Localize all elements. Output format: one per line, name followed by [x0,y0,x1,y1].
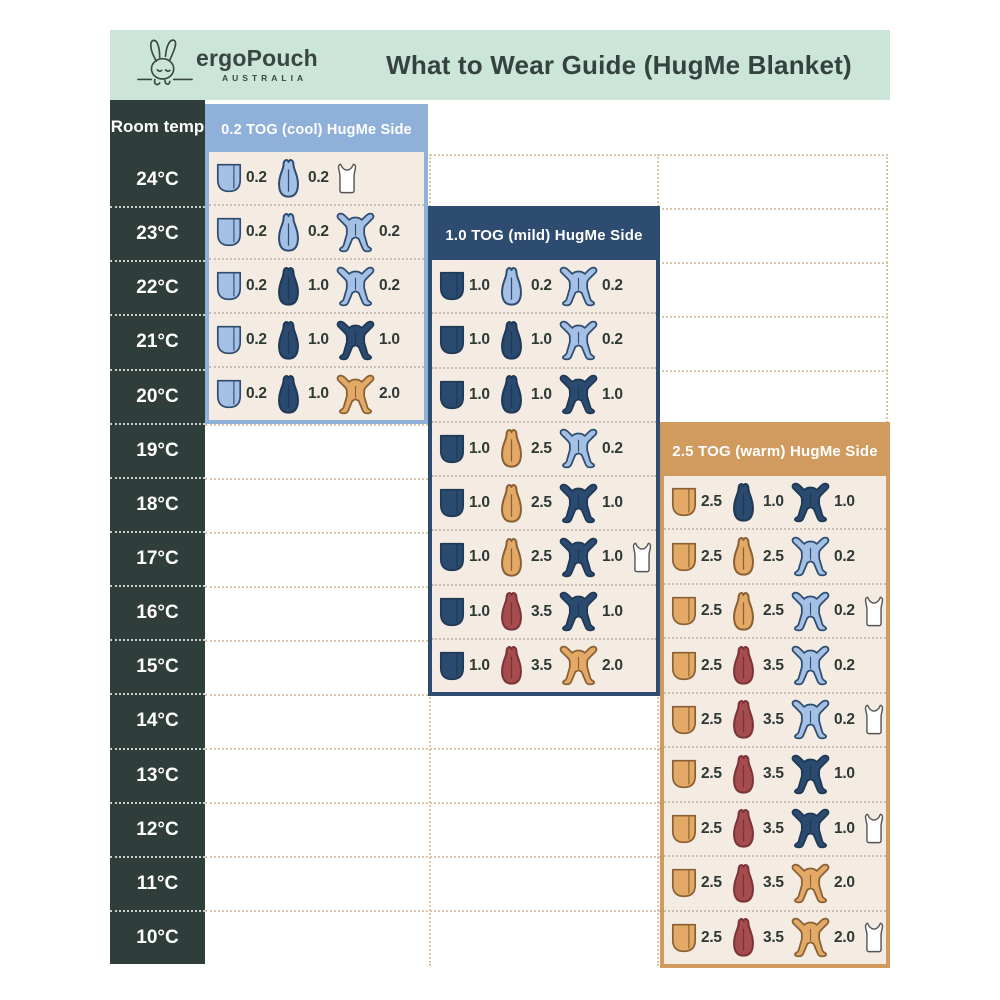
tog-value: 2.0 [834,928,855,946]
page-title: What to Wear Guide (HugMe Blanket) [386,49,852,80]
bag-slot [272,318,335,363]
sleep-bag-icon [727,697,760,742]
onesie-slot [558,320,630,361]
sleep-suit-icon [790,699,831,740]
sleep-bag-icon [727,915,760,960]
hugme-blanket-icon [215,324,243,356]
tog-value: 0.2 [308,169,329,186]
tog-value: 2.5 [531,439,552,457]
tog-value: 2.0 [602,656,623,674]
bag-slot [272,372,335,417]
blanket-slot [215,270,272,302]
sleep-suit-icon [790,808,831,849]
sleep-bag-icon [727,806,760,851]
guide-row [432,312,656,366]
panel-title-warm: 2.5 TOG (warm) HugMe Side [664,426,886,476]
guide-row [432,367,656,421]
tog-value: 0.2 [246,385,267,402]
singlet-slot [862,595,888,628]
tog-value: 1.0 [834,765,855,783]
tog-value: 0.2 [246,277,267,294]
guide-row [664,583,886,637]
temp-cell: 10°C [110,910,205,964]
guide-row [664,476,886,528]
sleep-suit-icon [558,320,599,361]
tog-value: 1.0 [834,819,855,837]
tog-value: 3.5 [763,656,784,674]
blanket-slot [670,758,727,790]
onesie-slot [558,591,630,632]
sleep-suit-icon [558,483,599,524]
sleep-suit-icon [790,536,831,577]
blanket-slot [670,486,727,518]
guide-row [432,638,656,692]
panel-mild-10-tog [428,206,660,696]
blanket-slot [438,650,495,682]
tog-value: 1.0 [469,439,490,457]
tog-value: 0.2 [246,331,267,348]
bag-slot [727,752,790,797]
blanket-slot [438,596,495,628]
temp-cell: 11°C [110,856,205,910]
brand-name: ergoPouch [196,45,318,72]
tog-value: 1.0 [308,385,329,402]
bag-slot [727,643,790,688]
blanket-slot [215,162,272,194]
tog-value: 2.0 [834,874,855,892]
sleep-bag-icon [727,534,760,579]
hugme-blanket-icon [215,162,243,194]
bag-slot [495,426,558,471]
singlet-icon [335,162,359,195]
tog-value: 0.2 [834,602,855,620]
guide-row [432,421,656,475]
onesie-slot [558,266,630,307]
tog-value: 2.5 [763,602,784,620]
hugme-blanket-icon [215,216,243,248]
guide-row [664,528,886,582]
sleep-bag-icon [272,264,305,309]
hugme-blanket-icon [215,378,243,410]
blanket-slot [670,867,727,899]
sleep-bag-icon [495,643,528,688]
tog-value: 2.5 [701,710,722,728]
sleep-bag-icon [727,480,760,525]
tog-value: 1.0 [469,494,490,512]
sleep-suit-icon [790,482,831,523]
tog-value: 3.5 [763,710,784,728]
tog-value: 1.0 [308,277,329,294]
sleep-suit-icon [558,591,599,632]
sleep-suit-icon [558,266,599,307]
tog-value: 1.0 [602,385,623,403]
tog-value: 3.5 [531,602,552,620]
bunny-icon [136,37,194,93]
blanket-slot [438,324,495,356]
bag-slot [727,806,790,851]
panel-body-mild [432,260,656,692]
tog-value: 2.5 [531,548,552,566]
onesie-slot [558,537,630,578]
singlet-icon [862,595,886,628]
temp-cell: 16°C [110,585,205,639]
onesie-slot [558,374,630,415]
tog-value: 1.0 [469,331,490,349]
onesie-slot [335,266,407,307]
tog-value: 3.5 [531,656,552,674]
sleep-suit-icon [558,537,599,578]
ergopouch-logo [136,37,362,93]
tog-value: 1.0 [379,331,400,348]
blanket-slot [215,378,272,410]
tog-value: 2.5 [531,494,552,512]
bag-slot [495,589,558,634]
blanket-slot [438,433,495,465]
singlet-slot [862,921,888,954]
sleep-bag-icon [495,372,528,417]
temp-cell: 23°C [110,206,205,260]
tog-value: 1.0 [469,602,490,620]
tog-value: 1.0 [763,493,784,511]
bag-slot [495,372,558,417]
sleep-bag-icon [272,372,305,417]
tog-value: 1.0 [531,331,552,349]
hugme-blanket-icon [215,270,243,302]
hugme-blanket-icon [670,922,698,954]
panel-title-mild: 1.0 TOG (mild) HugMe Side [432,210,656,260]
sleep-bag-icon [495,318,528,363]
tog-value: 0.2 [246,169,267,186]
onesie-slot [790,917,862,958]
blanket-slot [438,379,495,411]
tog-value: 0.2 [379,223,400,240]
guide-row [664,801,886,855]
guide-row [432,260,656,312]
guide-row [664,692,886,746]
sleep-bag-icon [727,589,760,634]
tog-value: 2.0 [379,385,400,402]
sleep-bag-icon [495,589,528,634]
tog-value: 1.0 [469,277,490,295]
onesie-slot [790,591,862,632]
brand-subtitle: AUSTRALIA [222,73,308,84]
sleep-bag-icon [272,318,305,363]
tog-value: 1.0 [834,493,855,511]
tog-value: 2.5 [763,547,784,565]
guide-row [209,204,424,258]
sleep-suit-icon [558,428,599,469]
tog-value: 2.5 [701,765,722,783]
top-header [110,30,890,100]
tog-value: 2.5 [701,656,722,674]
onesie-slot [790,536,862,577]
blanket-slot [438,541,495,573]
guide-row [664,746,886,800]
sleep-bag-icon [495,426,528,471]
temp-cell: 12°C [110,802,205,856]
temp-cell: 22°C [110,260,205,314]
onesie-slot [558,645,630,686]
tog-value: 1.0 [469,656,490,674]
singlet-icon [862,921,886,954]
tog-value: 1.0 [602,602,623,620]
temp-cell: 15°C [110,639,205,693]
blanket-slot [438,270,495,302]
hugme-blanket-icon [438,270,466,302]
tog-value: 0.2 [379,277,400,294]
panel-warm-25-tog [660,422,890,968]
sleep-bag-icon [495,264,528,309]
temp-cell: 17°C [110,531,205,585]
sleep-bag-icon [727,643,760,688]
blanket-slot [215,216,272,248]
temp-list [110,154,205,964]
temp-cell: 14°C [110,693,205,747]
tog-value: 0.2 [834,710,855,728]
temp-cell: 21°C [110,314,205,368]
tog-value: 2.5 [701,928,722,946]
onesie-slot [335,212,407,253]
bag-slot [495,643,558,688]
guide-row [209,152,424,204]
guide-row [209,258,424,312]
bag-slot [727,861,790,906]
guide-row [432,584,656,638]
onesie-slot [558,428,630,469]
hugme-blanket-icon [670,650,698,682]
hugme-blanket-icon [438,487,466,519]
singlet-slot [862,703,888,736]
tog-value: 3.5 [763,874,784,892]
tog-value: 1.0 [469,385,490,403]
hugme-blanket-icon [670,758,698,790]
hugme-blanket-icon [670,867,698,899]
sleep-suit-icon [335,320,376,361]
blanket-slot [670,922,727,954]
sleep-suit-icon [558,374,599,415]
sleep-suit-icon [558,645,599,686]
bag-slot [727,589,790,634]
tog-value: 2.5 [701,547,722,565]
onesie-slot [790,645,862,686]
blanket-slot [670,650,727,682]
tog-value: 0.2 [834,547,855,565]
tog-value: 2.5 [701,819,722,837]
tog-value: 0.2 [308,223,329,240]
hugme-blanket-icon [438,379,466,411]
singlet-slot [862,812,888,845]
tog-value: 1.0 [308,331,329,348]
tog-value: 0.2 [602,331,623,349]
sleep-bag-icon [495,535,528,580]
tog-value: 2.5 [701,602,722,620]
sleep-bag-icon [727,861,760,906]
onesie-slot [790,482,862,523]
guide-row [209,366,424,420]
hugme-blanket-icon [670,813,698,845]
sleep-suit-icon [790,645,831,686]
sleep-suit-icon [790,754,831,795]
logo-text [196,47,318,83]
sleep-bag-icon [272,210,305,255]
tog-value: 0.2 [246,223,267,240]
temp-cell: 13°C [110,748,205,802]
panel-cool-02-tog [205,104,428,424]
sleep-suit-icon [790,863,831,904]
guide-row [664,910,886,964]
temp-column [110,100,205,964]
hugme-blanket-icon [438,433,466,465]
temp-column-header: Room temp [110,117,205,137]
panel-title-cool: 0.2 TOG (cool) HugMe Side [209,108,424,152]
blanket-slot [670,704,727,736]
sleep-bag-icon [272,156,305,201]
hugme-blanket-icon [670,486,698,518]
blanket-slot [670,595,727,627]
blanket-slot [438,487,495,519]
bag-slot [727,697,790,742]
hugme-blanket-icon [670,541,698,573]
sleep-suit-icon [335,212,376,253]
tog-value: 2.5 [701,493,722,511]
singlet-icon [862,703,886,736]
bag-slot [727,534,790,579]
tog-value: 0.2 [834,656,855,674]
hugme-blanket-icon [438,324,466,356]
blanket-slot [670,541,727,573]
hugme-blanket-icon [438,650,466,682]
tog-value: 0.2 [602,439,623,457]
panel-body-cool [209,152,424,420]
blanket-slot [670,813,727,845]
singlet-icon [630,541,654,574]
sleep-suit-icon [790,591,831,632]
bag-slot [495,481,558,526]
tog-value: 3.5 [763,819,784,837]
hugme-blanket-icon [438,541,466,573]
blanket-slot [215,324,272,356]
temp-cell: 20°C [110,369,205,423]
guide-row [664,637,886,691]
singlet-icon [862,812,886,845]
guide-row [664,855,886,909]
guide-row [432,475,656,529]
tog-value: 1.0 [531,385,552,403]
bag-slot [495,535,558,580]
panel-body-warm [664,476,886,964]
hugme-blanket-icon [438,596,466,628]
onesie-slot [790,754,862,795]
onesie-slot [335,320,407,361]
singlet-slot [630,541,656,574]
sleep-suit-icon [790,917,831,958]
bag-slot [727,915,790,960]
sleep-suit-icon [335,266,376,307]
tog-value: 3.5 [763,928,784,946]
hugme-blanket-icon [670,704,698,736]
sleep-bag-icon [495,481,528,526]
onesie-slot [790,808,862,849]
hugme-blanket-icon [670,595,698,627]
bag-slot [272,210,335,255]
onesie-slot [558,483,630,524]
bag-slot [272,264,335,309]
guide-row [432,529,656,583]
singlet-slot [335,162,361,195]
temp-cell: 24°C [136,169,179,191]
temp-cell: 19°C [110,423,205,477]
bag-slot [495,264,558,309]
tog-value: 3.5 [763,765,784,783]
tog-value: 1.0 [602,548,623,566]
tog-value: 2.5 [701,874,722,892]
tog-value: 1.0 [602,494,623,512]
temp-cell: 18°C [110,477,205,531]
sleep-suit-icon [335,374,376,415]
tog-value: 0.2 [531,277,552,295]
bag-slot [727,480,790,525]
onesie-slot [790,863,862,904]
sleep-bag-icon [727,752,760,797]
onesie-slot [335,374,407,415]
bag-slot [272,156,335,201]
guide-row [209,312,424,366]
tog-value: 0.2 [602,277,623,295]
tog-value: 1.0 [469,548,490,566]
onesie-slot [790,699,862,740]
bag-slot [495,318,558,363]
